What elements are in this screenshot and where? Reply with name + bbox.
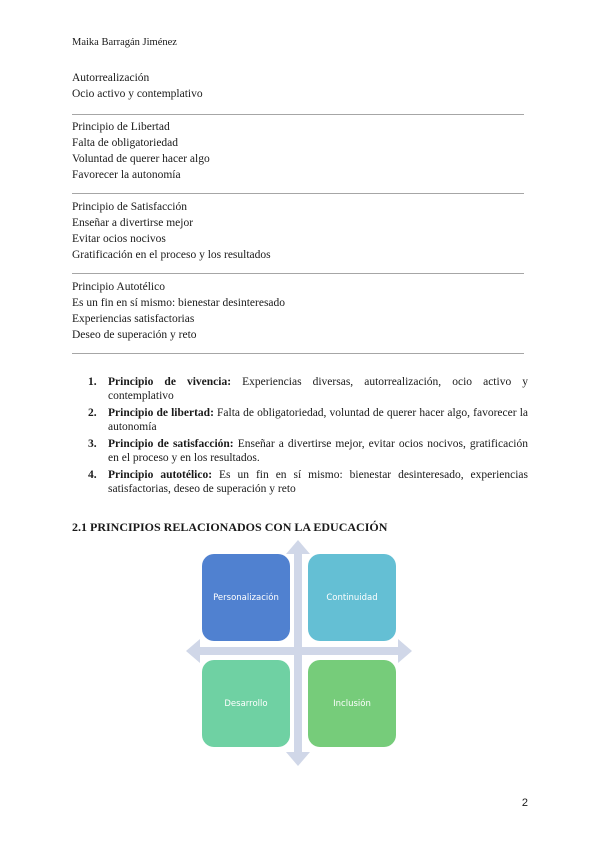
list-text: Falta de obligatoriedad, voluntad de querer hacer algo, favorecer la autonomía xyxy=(108,407,528,433)
list-number: 2. xyxy=(88,407,97,419)
continuidad-tile xyxy=(308,554,396,641)
block-line: Deseo de superación y reto xyxy=(72,329,197,341)
list-item xyxy=(88,375,528,403)
block-line: Falta de obligatoriedad xyxy=(72,137,179,149)
list-number: 3. xyxy=(88,438,97,450)
tile-label: Desarrollo xyxy=(224,698,268,709)
divider xyxy=(72,193,524,194)
text-block-satisfaccion xyxy=(72,199,524,263)
page-header-author: Maika Barragán Jiménez xyxy=(72,37,177,48)
divider xyxy=(72,114,524,115)
text-block-libertad xyxy=(72,119,524,183)
list-term: Principio de libertad: xyxy=(108,407,214,419)
block-line: Ocio activo y contemplativo xyxy=(72,88,203,100)
list-text: Enseñar a divertirse mejor, evitar ocios nocivos, gratificación en el proceso y en los resultados. xyxy=(108,438,529,464)
tile-label: Personalización xyxy=(213,592,279,603)
block-line: Es un fin en sí mismo: bienestar desinteresado xyxy=(72,297,286,309)
inclusion-tile xyxy=(308,660,396,747)
block-line: Evitar ocios nocivos xyxy=(72,233,166,245)
list-item xyxy=(88,468,528,496)
left-arrowhead xyxy=(186,639,200,663)
text-block-autotelico xyxy=(72,279,524,343)
up-arrowhead xyxy=(286,540,310,554)
list-number: 1. xyxy=(88,376,97,388)
tile-label: Continuidad xyxy=(326,592,378,603)
page-number: 2 xyxy=(521,797,528,809)
text-block-vivencia xyxy=(72,70,524,102)
list-text: Es un fin en sí mismo: bienestar desinteresado, experiencias satisfactorias, deseo de superación y reto xyxy=(108,469,528,495)
principles-list xyxy=(88,375,528,499)
desarrollo-tile xyxy=(202,660,290,747)
personalizacion-tile xyxy=(202,554,290,641)
list-number: 4. xyxy=(88,469,97,481)
list-term: Principio autotélico: xyxy=(108,469,213,481)
tile-label: Inclusión xyxy=(333,698,371,709)
block-line: Experiencias satisfactorias xyxy=(72,313,195,325)
block-line: Voluntad de querer hacer algo xyxy=(72,153,210,165)
block-line: Principio de Satisfacción xyxy=(72,201,187,213)
block-line: Autorrealización xyxy=(72,72,150,84)
down-arrowhead xyxy=(286,752,310,766)
list-item xyxy=(88,437,528,465)
block-line: Principio de Libertad xyxy=(72,121,170,133)
list-item xyxy=(88,406,528,434)
block-line: Principio Autotélico xyxy=(72,281,165,293)
principles-diagram xyxy=(186,540,412,766)
divider xyxy=(72,273,524,274)
list-term: Principio de satisfacción: xyxy=(108,438,234,450)
block-line: Gratificación en el proceso y los resultados xyxy=(72,249,271,261)
block-line: Favorecer la autonomía xyxy=(72,169,181,181)
list-text: Experiencias diversas, autorrealización, ocio activo y contemplativo xyxy=(108,376,529,402)
horizontal-arrow-shaft xyxy=(196,647,402,655)
block-line: Enseñar a divertirse mejor xyxy=(72,217,194,229)
section-title: 2.1 PRINCIPIOS RELACIONADOS CON LA EDUCACIÓN xyxy=(72,520,388,534)
list-term: Principio de vivencia: xyxy=(108,376,232,388)
divider xyxy=(72,353,524,354)
right-arrowhead xyxy=(398,639,412,663)
